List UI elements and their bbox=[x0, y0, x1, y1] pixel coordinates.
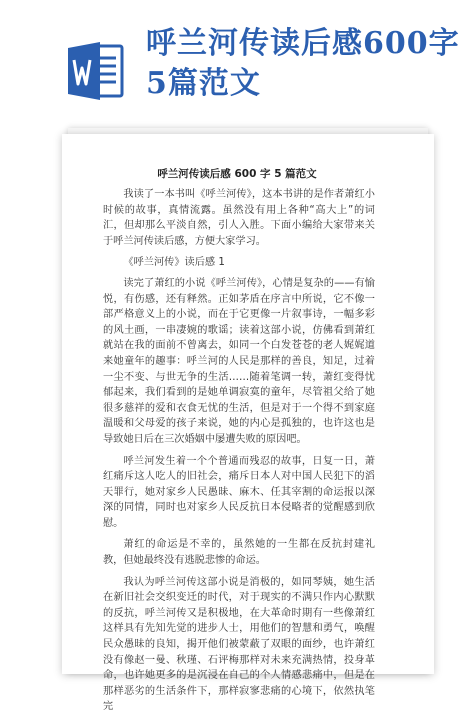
paragraph-intro: 我读了一本书叫《呼兰河传》，这本书讲的是作者萧红小时候的故事，真情流露。虽然没有用上各种“高大上”的词汇，但却那么平淡自然，引人入胜。下面小编给大家带来关于呼兰河传读后感，方便大家学习。 bbox=[103, 189, 375, 247]
paragraph: 我认为呼兰河传这部小说是消极的，如同琴姨，她生活在新旧社会交织变迁的时代，对于现实的不满只作内心默默的反抗，呼兰河传又是积极地，在大革命时期有一些像萧红这样具有先知先觉的进步人士，用他们的智慧和勇气，唤醒民众愚昧的良知，揭开他们被蒙蔽了双眼的面纱，也许萧红没有像赵一曼、秋瑾、石评梅那样对未来充满热情，投身革命，也许她更多的是沉浸在自己的个人情感悲痛中，但是在那样恶劣的生活条件下，那样寂寥悲痛的心境下，依然执笔完 bbox=[103, 576, 375, 713]
paragraph: 呼兰河发生着一个个普通而残忍的故事，日复一日，萧红痛斥这人吃人的旧社会，痛斥日本人对中国人民犯下的滔天罪行，她对家乡人民愚昧、麻木、任其宰割的命运报以深深的同情，同时也对家乡人民反抗日本侵略者的觉醒感到欣慰。 bbox=[103, 455, 375, 529]
paragraph: 萧红的命运是不幸的，虽然她的一生都在反抗封建礼教，但她最终没有逃脱悲惨的命运。 bbox=[103, 539, 375, 567]
section-heading: 《呼兰河传》读后感 1 bbox=[123, 257, 225, 269]
document-body bbox=[103, 187, 375, 721]
paragraph: 读完了萧红的小说《呼兰河传》，心情是复杂的——有愉悦，有伤感，还有释然。正如茅盾在序言中所说，它不像一部严格意义上的小说，而在于它更像一片叙事诗，一幅多彩的风土画，一串凄婉的歌谣；读着这部小说，仿佛看到萧红就站在我的面前不曾离去，如同一个白发苍苍的老人娓娓道来她童年的趣事：呼兰河的人民是那样的善良，知足，过着一尘不变、与世无争的生活……随着笔调一转，萧红变得忧郁起来，我们看到的是她单调寂寞的童年，尽管祖父给了她很多慈祥的爱和衣食无忧的生活，但是对于一个得不到家庭温暖和父母爱的孩子来说，她的内心是孤独的，也许这也是导致她日后在三次婚姻中屡遭失败的原因吧。 bbox=[103, 277, 375, 445]
document-title: 呼兰河传读后感 600 字 5 篇范文 bbox=[157, 168, 317, 180]
banner-title: 呼兰河传读后感600字5篇范文 bbox=[146, 26, 460, 101]
banner bbox=[0, 0, 474, 140]
word-doc-icon bbox=[66, 40, 124, 102]
